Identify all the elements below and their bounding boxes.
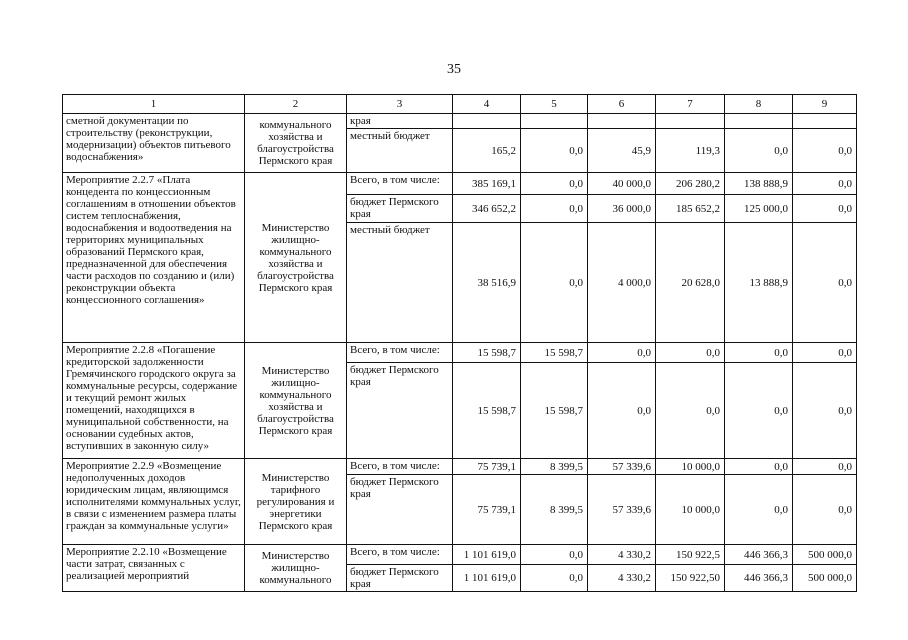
amount-cell: 1 101 619,0 (453, 545, 521, 565)
amount-cell: 0,0 (521, 565, 588, 592)
funding-source-cell: края (347, 114, 453, 129)
amount-cell: 10 000,0 (656, 475, 725, 545)
amount-cell: 185 652,2 (656, 195, 725, 223)
amount-cell: 0,0 (793, 475, 857, 545)
amount-cell (521, 114, 588, 129)
amount-cell: 75 739,1 (453, 459, 521, 475)
amount-cell: 119,3 (656, 129, 725, 173)
header-cell: 4 (453, 95, 521, 114)
amount-cell: 0,0 (588, 343, 656, 363)
table-row (63, 545, 857, 565)
amount-cell: 0,0 (656, 363, 725, 459)
amount-cell: 0,0 (656, 343, 725, 363)
amount-cell: 0,0 (588, 363, 656, 459)
amount-cell: 0,0 (521, 173, 588, 195)
amount-cell: 20 628,0 (656, 223, 725, 343)
amount-cell: 8 399,5 (521, 459, 588, 475)
amount-cell (656, 114, 725, 129)
table-row (63, 343, 857, 363)
amount-cell: 150 922,50 (656, 565, 725, 592)
amount-cell: 0,0 (725, 129, 793, 173)
activity-cell: Мероприятие 2.2.8 «Погашение кредиторской задолженности Гремячинского городского округа за коммунальные ресурсы, содержание и текущий ремонт жилых помещений, находящихся в муниципальной собственности, на основании судебных актов, вступивших в законную силу» (63, 343, 245, 459)
amount-cell: 75 739,1 (453, 475, 521, 545)
amount-cell: 13 888,9 (725, 223, 793, 343)
amount-cell: 0,0 (793, 223, 857, 343)
amount-cell: 446 366,3 (725, 565, 793, 592)
organization-cell: Министерство жилищно-коммунального хозяйства и благоустройства Пермского края (245, 173, 347, 343)
amount-cell: 4 000,0 (588, 223, 656, 343)
amount-cell (588, 114, 656, 129)
amount-cell: 36 000,0 (588, 195, 656, 223)
amount-cell: 150 922,5 (656, 545, 725, 565)
activity-cell: Мероприятие 2.2.10 «Возмещение части затрат, связанных с реализацией мероприятий (63, 545, 245, 592)
amount-cell (453, 114, 521, 129)
organization-cell: Министерство жилищно-коммунального (245, 545, 347, 592)
amount-cell: 0,0 (725, 363, 793, 459)
amount-cell: 15 598,7 (453, 343, 521, 363)
amount-cell (725, 114, 793, 129)
header-row (63, 95, 857, 114)
header-cell: 3 (347, 95, 453, 114)
amount-cell: 0,0 (793, 459, 857, 475)
funding-source-cell: бюджет Пермского края (347, 363, 453, 459)
header-cell: 8 (725, 95, 793, 114)
amount-cell: 0,0 (725, 475, 793, 545)
amount-cell: 57 339,6 (588, 475, 656, 545)
amount-cell: 38 516,9 (453, 223, 521, 343)
funding-source-cell: Всего, в том числе: (347, 173, 453, 195)
amount-cell: 0,0 (793, 343, 857, 363)
table-row (63, 459, 857, 475)
header-cell: 7 (656, 95, 725, 114)
amount-cell: 8 399,5 (521, 475, 588, 545)
header-cell: 9 (793, 95, 857, 114)
amount-cell: 0,0 (521, 195, 588, 223)
funding-source-cell: местный бюджет (347, 223, 453, 343)
organization-cell: Министерство тарифного регулирования и энергетики Пермского края (245, 459, 347, 545)
amount-cell: 0,0 (725, 459, 793, 475)
table-row (63, 114, 857, 129)
amount-cell: 0,0 (521, 129, 588, 173)
amount-cell: 0,0 (793, 195, 857, 223)
amount-cell: 0,0 (793, 173, 857, 195)
amount-cell: 4 330,2 (588, 545, 656, 565)
amount-cell: 0,0 (725, 343, 793, 363)
header-cell: 5 (521, 95, 588, 114)
amount-cell (793, 114, 857, 129)
amount-cell: 165,2 (453, 129, 521, 173)
amount-cell: 0,0 (793, 129, 857, 173)
organization-cell: коммунального хозяйства и благоустройства Пермского края (245, 114, 347, 173)
amount-cell: 15 598,7 (521, 343, 588, 363)
funding-source-cell: местный бюджет (347, 129, 453, 173)
amount-cell: 500 000,0 (793, 545, 857, 565)
table-row (63, 173, 857, 195)
funding-source-cell: Всего, в том числе: (347, 343, 453, 363)
funding-source-cell: бюджет Пермского края (347, 475, 453, 545)
budget-table (62, 94, 857, 592)
amount-cell: 45,9 (588, 129, 656, 173)
funding-source-cell: бюджет Пермского края (347, 195, 453, 223)
amount-cell: 15 598,7 (453, 363, 521, 459)
amount-cell: 0,0 (793, 363, 857, 459)
funding-source-cell: Всего, в том числе: (347, 545, 453, 565)
amount-cell: 446 366,3 (725, 545, 793, 565)
amount-cell: 0,0 (521, 545, 588, 565)
activity-cell: Мероприятие 2.2.7 «Плата концедента по концессионным соглашениям в отношении объектов систем теплоснабжения, водоснабжения и водоотведения на территориях муниципальных образований Пермского края, предназначенной для обеспечения части расходов по созданию и (или) реконструкции объекта концессионного соглашения» (63, 173, 245, 343)
amount-cell: 4 330,2 (588, 565, 656, 592)
amount-cell: 385 169,1 (453, 173, 521, 195)
page-number: 35 (447, 62, 461, 77)
header-cell: 2 (245, 95, 347, 114)
organization-cell: Министерство жилищно-коммунального хозяйства и благоустройства Пермского края (245, 343, 347, 459)
amount-cell: 0,0 (521, 223, 588, 343)
activity-cell: Мероприятие 2.2.9 «Возмещение недополученных доходов юридическим лицам, являющимся исполнителями коммунальных услуг, в связи с изменением размера платы граждан за коммунальные услуги» (63, 459, 245, 545)
header-cell: 6 (588, 95, 656, 114)
funding-source-cell: Всего, в том числе: (347, 459, 453, 475)
amount-cell: 40 000,0 (588, 173, 656, 195)
amount-cell: 15 598,7 (521, 363, 588, 459)
amount-cell: 346 652,2 (453, 195, 521, 223)
activity-cell: сметной документации по строительству (реконструкции, модернизации) объектов питьевого водоснабжения» (63, 114, 245, 173)
amount-cell: 125 000,0 (725, 195, 793, 223)
amount-cell: 138 888,9 (725, 173, 793, 195)
amount-cell: 57 339,6 (588, 459, 656, 475)
header-cell: 1 (63, 95, 245, 114)
amount-cell: 10 000,0 (656, 459, 725, 475)
amount-cell: 1 101 619,0 (453, 565, 521, 592)
funding-source-cell: бюджет Пермского края (347, 565, 453, 592)
amount-cell: 500 000,0 (793, 565, 857, 592)
amount-cell: 206 280,2 (656, 173, 725, 195)
